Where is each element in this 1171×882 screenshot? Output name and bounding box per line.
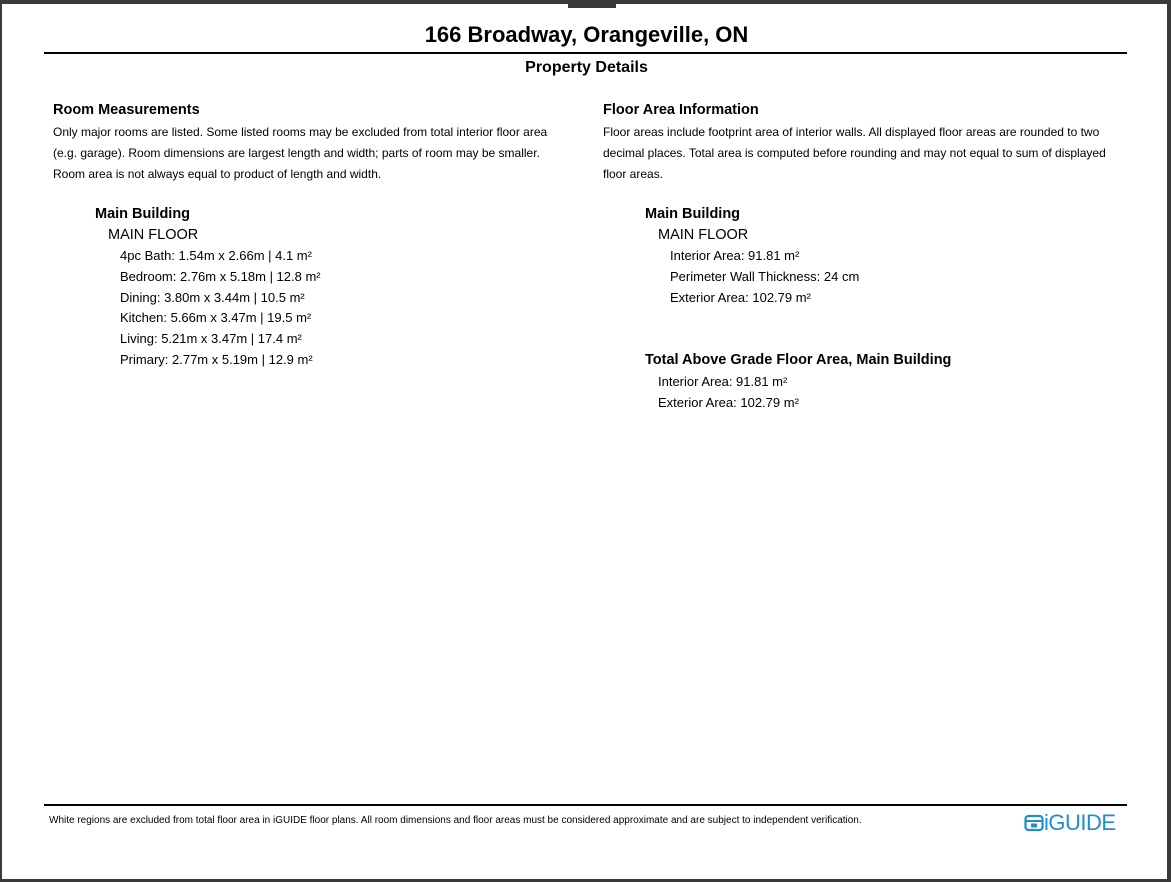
page-subtitle: Property Details (525, 59, 648, 76)
room-item: Bedroom: 2.76m x 5.18m | 12.8 m² (120, 268, 321, 284)
room-item: Kitchen: 5.66m x 3.47m | 19.5 m² (120, 310, 312, 326)
room-item: Dining: 3.80m x 3.44m | 10.5 m² (120, 289, 305, 305)
room-item: Living: 5.21m x 3.47m | 17.4 m² (120, 331, 302, 347)
area-item: Interior Area: 91.81 m² (670, 248, 800, 263)
total-area-item: Interior Area: 91.81 m² (658, 374, 788, 389)
top-divider-notch (568, 4, 616, 8)
total-area-block (645, 350, 951, 413)
description-line: Only major rooms are listed. Some listed rooms may be excluded from total interior floor area (53, 125, 548, 139)
document-page (2, 4, 1167, 879)
floor-label: MAIN FLOOR (658, 227, 749, 243)
area-item: Exterior Area: 102.79 m² (670, 289, 811, 305)
description-line: Room area is not always equal to product of length and width. (53, 167, 382, 181)
room-measurements-section (53, 101, 583, 185)
total-area-item: Exterior Area: 102.79 m² (658, 395, 799, 410)
building-title: Main Building (645, 206, 741, 222)
description-line: decimal places. Total area is computed before rounding and may not equal to sum of displayed (603, 146, 1106, 160)
building-title: Main Building (95, 206, 191, 222)
floor-label: MAIN FLOOR (108, 227, 199, 243)
description-line: floor areas. (603, 167, 664, 181)
floor-area-heading: Floor Area Information (603, 102, 759, 118)
footer-divider (44, 804, 1127, 806)
description-line: Floor areas include footprint area of interior walls. All displayed floor areas are rounded to two (603, 125, 1100, 139)
room-list-block (95, 204, 321, 371)
room-item: 4pc Bath: 1.54m x 2.66m | 4.1 m² (120, 248, 312, 263)
floor-area-description (603, 122, 1133, 185)
description-line: (e.g. garage). Room dimensions are largest length and width; parts of room may be smaller. (53, 146, 540, 160)
floor-area-section (603, 101, 1133, 185)
title-divider (44, 52, 1127, 54)
room-measurements-heading: Room Measurements (53, 102, 200, 118)
floor-area-block (645, 204, 859, 308)
room-item: Primary: 2.77m x 5.19m | 12.9 m² (120, 351, 313, 367)
room-measurements-description (53, 122, 583, 185)
iguide-logo (1024, 810, 1116, 836)
page-title: 166 Broadway, Orangeville, ON (424, 22, 749, 47)
iguide-logo-text: iGUIDE (1044, 810, 1116, 835)
iguide-logo-icon (1024, 813, 1044, 833)
footer-disclaimer: White regions are excluded from total floor area in iGUIDE floor plans. All room dimensions and floor areas must be considered approximate and are subject to independent verification. (49, 815, 862, 826)
total-area-heading: Total Above Grade Floor Area, Main Building (645, 352, 952, 368)
area-item: Perimeter Wall Thickness: 24 cm (670, 268, 860, 284)
